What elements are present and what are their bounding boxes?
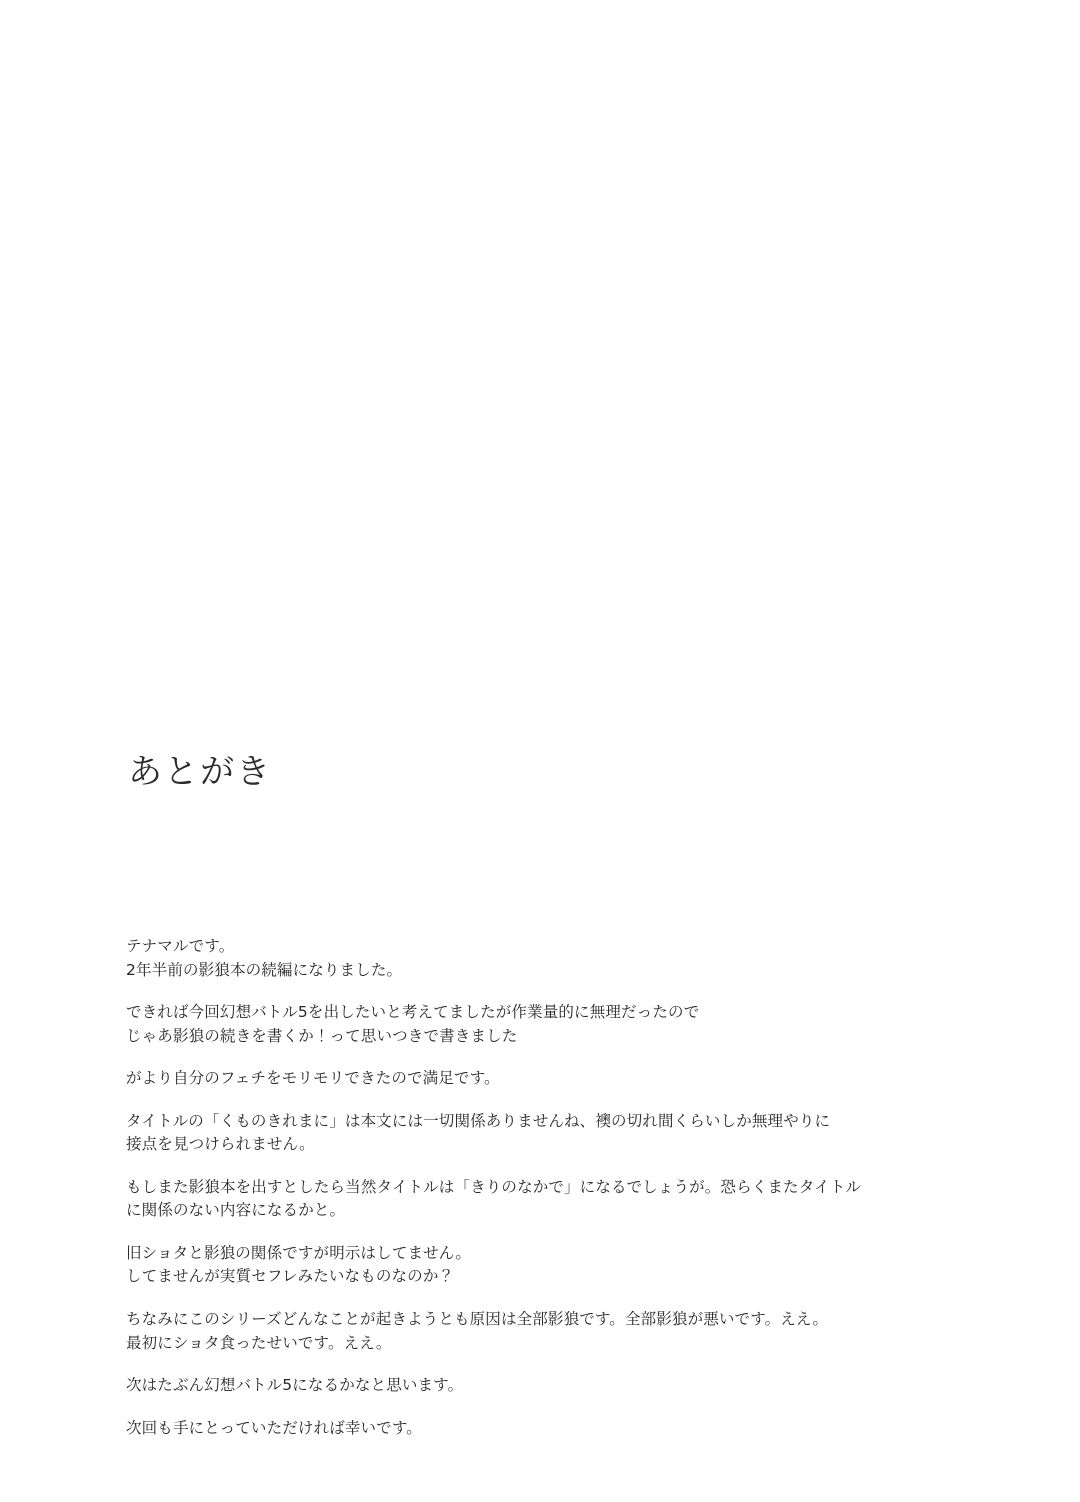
afterword-body xyxy=(126,935,956,1440)
paragraph-fetish xyxy=(126,1067,956,1091)
text-line: 接点を見つけられません。 xyxy=(126,1135,315,1154)
text-line: してませんが実質セフレみたいなものなのか？ xyxy=(126,1267,455,1286)
text-line: 次はたぶん幻想バトル5になるかなと思います。 xyxy=(126,1376,464,1395)
text-line: がより自分のフェチをモリモリできたので満足です。 xyxy=(126,1069,500,1088)
paragraph-closing xyxy=(126,1417,956,1441)
text-line: 次回も手にとっていただければ幸いです。 xyxy=(126,1418,422,1437)
text-line: 2年半前の影狼本の続編になりました。 xyxy=(126,960,403,979)
paragraph-intro xyxy=(126,935,956,982)
text-line: ちなみにこのシリーズどんなことが起きようとも原因は全部影狼です。全部影狼が悪いです。ええ。 xyxy=(126,1310,829,1329)
paragraph-title-note xyxy=(126,1110,956,1157)
paragraph-next-title xyxy=(126,1176,956,1223)
text-line: に関係のない内容になるかと。 xyxy=(126,1201,346,1220)
page-title: あとがき xyxy=(128,752,273,792)
text-line: テナマルです。 xyxy=(126,937,235,955)
paragraph-next-work xyxy=(126,1374,956,1398)
paragraph-series-cause xyxy=(126,1308,956,1355)
text-line: タイトルの「くものきれまに」は本文には一切関係ありませんね、襖の切れ間くらいしか無理やりに xyxy=(126,1111,831,1130)
paragraph-plan xyxy=(126,1001,956,1048)
text-line: 最初にショタ食ったせいです。ええ。 xyxy=(126,1333,392,1352)
text-line: 旧ショタと影狼の関係ですが明示はしてません。 xyxy=(126,1243,472,1262)
text-line: できれば今回幻想バトル5を出したいと考えてましたが作業量的に無理だったので xyxy=(126,1003,700,1022)
text-line: じゃあ影狼の続きを書くか！って思いつきで書きました xyxy=(126,1026,518,1045)
text-line: もしまた影狼本を出すとしたら当然タイトルは「きりのなかで」になるでしょうが。恐らくまたタイトル xyxy=(126,1177,862,1196)
paragraph-relationship xyxy=(126,1242,956,1289)
